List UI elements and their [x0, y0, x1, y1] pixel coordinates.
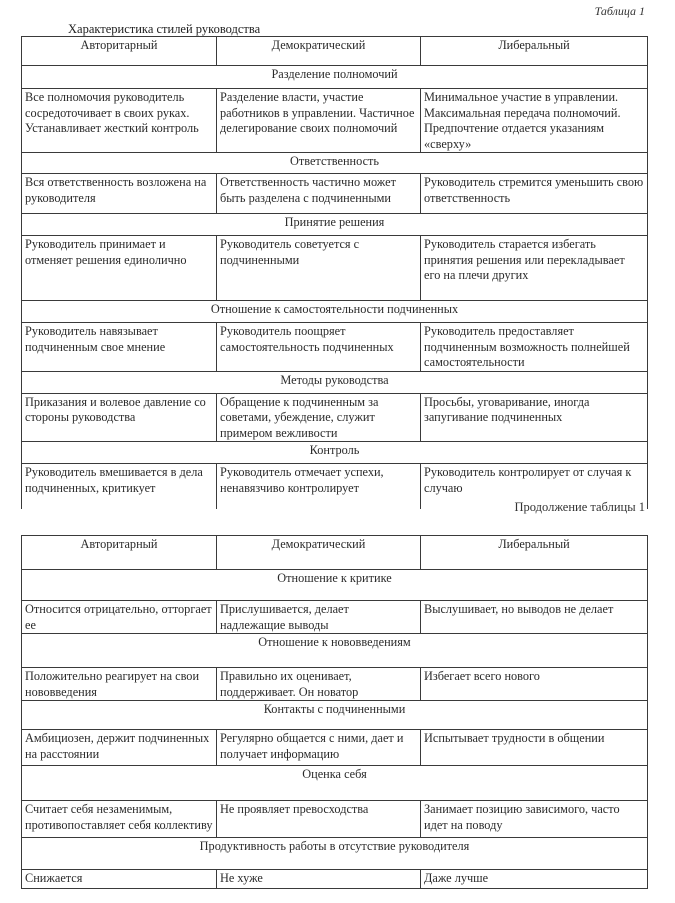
column-header-authoritarian: Авторитарный: [22, 37, 217, 66]
column-header-democratic: Демократический: [217, 536, 421, 570]
cell-democratic: Руководитель отмечает успехи, ненавязчиво контролирует: [217, 464, 421, 509]
cell-liberal: Испытывает трудности в общении: [421, 730, 648, 766]
cell-democratic: Ответственность частично может быть разделена с подчиненными: [217, 174, 421, 214]
section-title: Методы руководства: [22, 371, 648, 393]
column-header-liberal: Либеральный: [421, 37, 648, 66]
table-row: [22, 870, 648, 889]
table-row: [22, 393, 648, 442]
section-title: Контроль: [22, 442, 648, 464]
cell-liberal: Руководитель старается избегать принятия решения или перекладывает его на плечи других: [421, 236, 648, 301]
cell-democratic: Прислушивается, делает надлежащие выводы: [217, 601, 421, 634]
cell-liberal: Руководитель контролирует от случая к случаю: [421, 464, 648, 509]
continuation-label: Продолжение таблицы 1: [514, 500, 645, 514]
cell-liberal: Руководитель стремится уменьшить свою ответственность: [421, 174, 648, 214]
cell-authoritarian: Приказания и волевое давление со стороны руководства: [22, 393, 217, 442]
section-row: [22, 442, 648, 464]
cell-democratic: Руководитель советуется с подчиненными: [217, 236, 421, 301]
cell-authoritarian: Положительно реагирует на свои нововведения: [22, 668, 217, 701]
cell-authoritarian: Снижается: [22, 870, 217, 889]
table-row: [22, 730, 648, 766]
section-title: Контакты с подчиненными: [22, 701, 648, 730]
table-row: [22, 174, 648, 214]
cell-liberal: Занимает позицию зависимого, часто идет на поводу: [421, 801, 648, 838]
section-title: Отношение к самостоятельности подчиненных: [22, 301, 648, 323]
section-row: [22, 66, 648, 89]
cell-democratic: Не хуже: [217, 870, 421, 889]
cell-authoritarian: Относится отрицательно, отторгает ее: [22, 601, 217, 634]
section-row: [22, 838, 648, 870]
section-row: [22, 153, 648, 174]
cell-authoritarian: Вся ответственность возложена на руководителя: [22, 174, 217, 214]
section-title: Принятие решения: [22, 214, 648, 236]
cell-authoritarian: Руководитель навязывает подчиненным свое мнение: [22, 323, 217, 372]
cell-democratic: Обращение к подчиненным за советами, убеждение, служит примером вежливости: [217, 393, 421, 442]
cell-democratic: Правильно их оценивает, поддерживает. Он новатор: [217, 668, 421, 701]
section-title: Ответственность: [22, 153, 648, 174]
column-header-authoritarian: Авторитарный: [22, 536, 217, 570]
cell-liberal: Выслушивает, но выводов не делает: [421, 601, 648, 634]
cell-liberal: Руководитель предоставляет подчиненным возможность полнейшей самостоятельности: [421, 323, 648, 372]
column-header-democratic: Демократический: [217, 37, 421, 66]
cell-authoritarian: Амбициозен, держит подчиненных на расстоянии: [22, 730, 217, 766]
section-title: Отношение к критике: [22, 570, 648, 601]
section-row: [22, 766, 648, 801]
column-header-liberal: Либеральный: [421, 536, 648, 570]
section-row: [22, 634, 648, 668]
table-row: [22, 601, 648, 634]
section-row: [22, 214, 648, 236]
section-title: Оценка себя: [22, 766, 648, 801]
section-title: Отношение к нововведениям: [22, 634, 648, 668]
cell-democratic: Не проявляет превосходства: [217, 801, 421, 838]
cell-liberal: Просьбы, уговаривание, иногда запугивание подчиненных: [421, 393, 648, 442]
cell-authoritarian: Руководитель вмешивается в дела подчиненных, критикует: [22, 464, 217, 509]
leadership-styles-table: [21, 36, 648, 509]
table-row: [22, 323, 648, 372]
cell-democratic: Разделение власти, участие работников в управлении. Частичное делегирование своих полномочий: [217, 89, 421, 153]
header-row: [22, 536, 648, 570]
header-row: [22, 37, 648, 66]
cell-liberal: Минимальное участие в управлении. Максимальная передача полномочий. Предпочтение отдается указаниям «сверху»: [421, 89, 648, 153]
section-row: [22, 570, 648, 601]
cell-liberal: Даже лучше: [421, 870, 648, 889]
cell-authoritarian: Руководитель принимает и отменяет решения единолично: [22, 236, 217, 301]
section-row: [22, 301, 648, 323]
section-row: [22, 371, 648, 393]
section-row: [22, 701, 648, 730]
cell-authoritarian: Все полномочия руководитель сосредоточивает в своих руках. Устанавливает жесткий контроль: [22, 89, 217, 153]
table-row: [22, 801, 648, 838]
table-number-label: Таблица 1: [594, 4, 645, 18]
cell-liberal: Избегает всего нового: [421, 668, 648, 701]
section-title: Разделение полномочий: [22, 66, 648, 89]
table-row: [22, 668, 648, 701]
section-title: Продуктивность работы в отсутствие руководителя: [22, 838, 648, 870]
table-row: [22, 89, 648, 153]
cell-democratic: Регулярно общается с ними, дает и получает информацию: [217, 730, 421, 766]
table-row: [22, 236, 648, 301]
cell-democratic: Руководитель поощряет самостоятельность подчиненных: [217, 323, 421, 372]
table-title: Характеристика стилей руководства: [68, 22, 261, 36]
cell-authoritarian: Считает себя незаменимым, противопоставляет себя коллективу: [22, 801, 217, 838]
leadership-styles-table-continued: [21, 535, 648, 889]
